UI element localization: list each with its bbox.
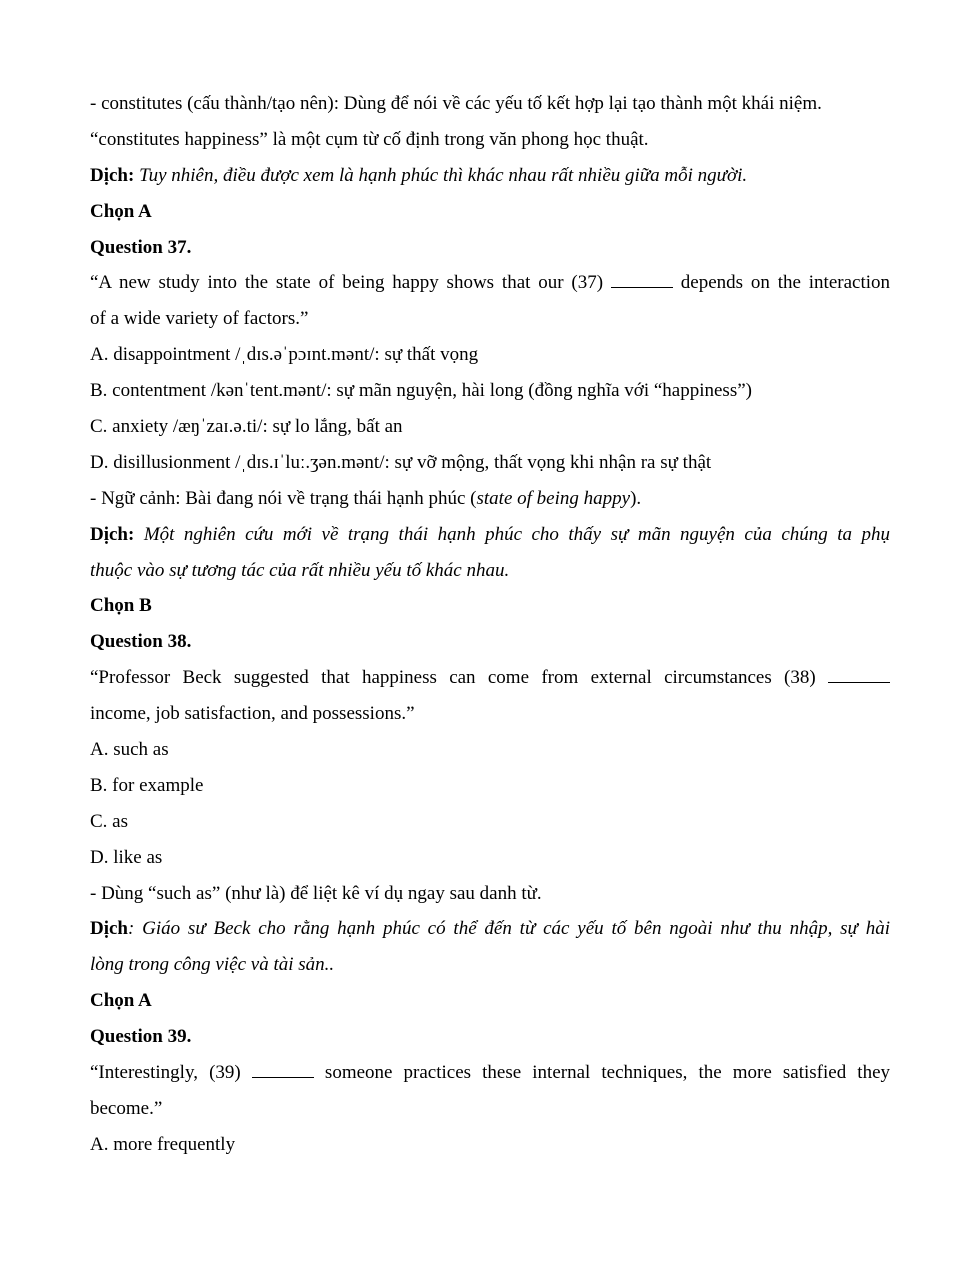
q37-option-b: B. contentment /kənˈtent.mənt/: sự mãn nguyện, hài long (đồng nghĩa với “happiness”) [90, 380, 752, 402]
q38-note: - Dùng “such as” (như là) để liệt kê ví dụ ngay sau danh từ. [90, 882, 542, 904]
translation-text: Một nghiên cứu mới về trạng thái hạnh phúc cho thấy sự mãn nguyện của chúng ta phụ [143, 523, 891, 545]
q36-explanation-line-2: “constitutes happiness” là một cụm từ cố định trong văn phong học thuật. [90, 128, 649, 150]
q37-option-d: D. disillusionment /ˌdɪs.ɪˈluː.ʒən.mənt/: sự vỡ mộng, thất vọng khi nhận ra sự thật [90, 451, 712, 473]
translation-label: Dịch: [90, 164, 135, 186]
q37-context-italic: state of being happy [476, 487, 631, 509]
translation-text: Tuy nhiên, điều được xem là hạnh phúc thì khác nhau rất nhiều giữa mỗi người. [139, 164, 748, 186]
q39-quote-part-1: “Interestingly, (39) [90, 1062, 241, 1084]
q36-translation [90, 158, 890, 194]
q38-heading: Question 38. [90, 631, 192, 653]
q37-quote-part-2: depends on the interaction [680, 272, 891, 294]
translation-label: Dịch: [90, 523, 135, 545]
q36-explanation-line-1: - constitutes (cấu thành/tạo nên): Dùng để nói về các yếu tố kết hợp lại tạo thành một khái niệm. [90, 93, 822, 114]
translation-label: Dịch [90, 918, 128, 940]
q37-answer: Chọn B [90, 595, 152, 617]
q37-context [90, 481, 890, 517]
q37-quote-part-1: “A new study into the state of being happy shows that our (37) [90, 272, 604, 294]
q37-translation-line-1 [90, 517, 890, 553]
q37-context-pre: - Ngữ cảnh: Bài đang nói về trạng thái hạnh phúc ( [90, 487, 477, 509]
q38-quote-line-2: income, job satisfaction, and possessions.” [90, 703, 415, 725]
q39-option-a: A. more frequently [90, 1133, 236, 1155]
q37-quote-line-1 [90, 265, 890, 301]
q37-option-c: C. anxiety /æŋˈzaɪ.ə.ti/: sự lo lắng, bất an [90, 416, 403, 438]
q39-quote-part-2: someone practices these internal techniques, the more satisfied they [324, 1062, 891, 1084]
translation-text: : Giáo sư Beck cho rằng hạnh phúc có thể đến từ các yếu tố bên ngoài như thu nhập, sự hài [128, 918, 890, 940]
q39-heading: Question 39. [90, 1026, 192, 1048]
q38-option-d: D. like as [90, 846, 163, 868]
q37-heading: Question 37. [90, 236, 192, 258]
q39-quote-line-2: become.” [90, 1097, 163, 1119]
q38-quote-line-1 [90, 660, 890, 696]
q37-option-a: A. disappointment /ˌdɪs.əˈpɔɪnt.mənt/: sự thất vọng [90, 344, 479, 366]
q38-translation-line-1 [90, 911, 890, 947]
q39-quote-line-1 [90, 1055, 890, 1091]
q38-answer: Chọn A [90, 990, 152, 1012]
q36-answer: Chọn A [90, 200, 152, 222]
q38-quote-part-1: “Professor Beck suggested that happiness can come from external circumstances (38) [90, 667, 816, 689]
q38-blank [828, 664, 890, 683]
q37-quote-line-2: of a wide variety of factors.” [90, 308, 309, 330]
q37-translation-line-2: thuộc vào sự tương tác của rất nhiều yếu tố khác nhau. [90, 559, 510, 581]
q39-blank [252, 1059, 314, 1078]
q38-translation-line-2: lòng trong công việc và tài sản.. [90, 954, 335, 976]
q38-option-a: A. such as [90, 739, 169, 761]
q38-option-c: C. as [90, 810, 128, 832]
document-page [90, 86, 890, 1163]
q38-option-b: B. for example [90, 774, 204, 796]
q37-context-post: ). [630, 487, 642, 509]
q37-blank [611, 269, 673, 288]
